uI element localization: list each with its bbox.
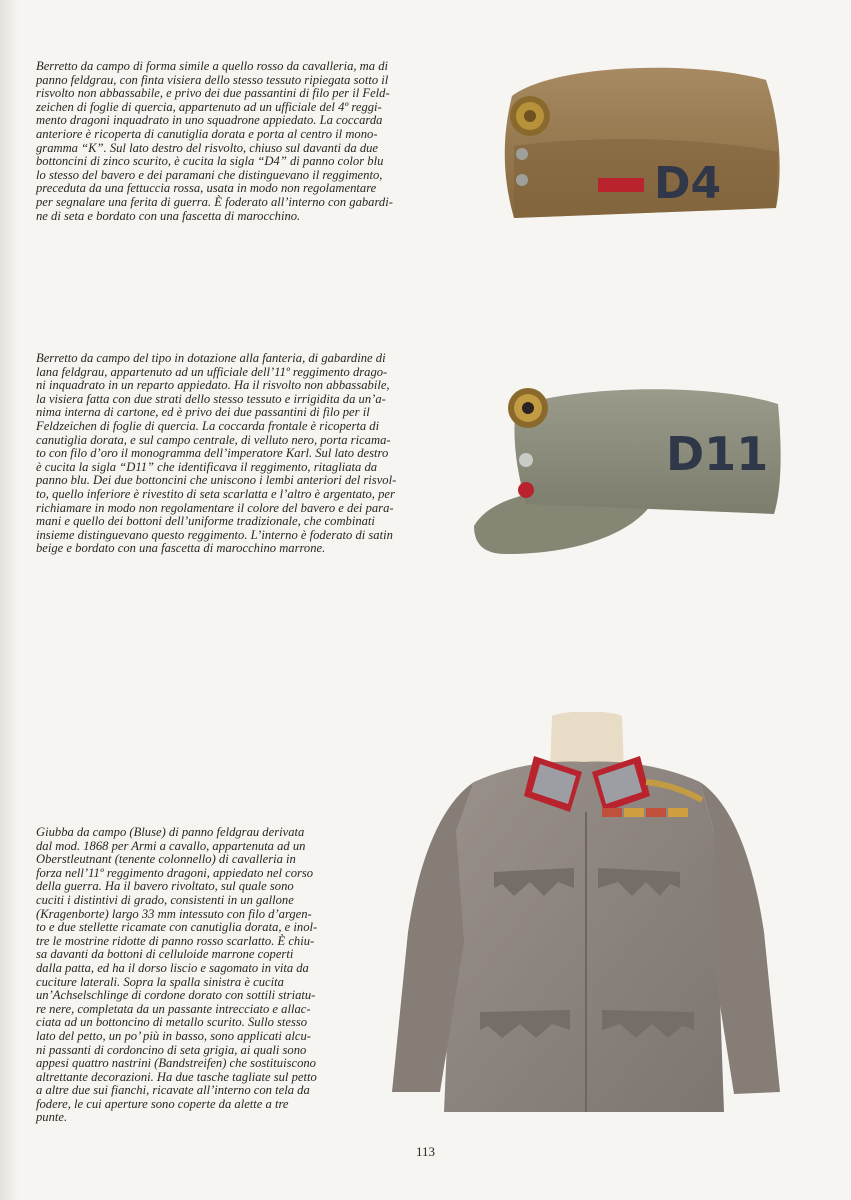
scarlet-button-icon bbox=[518, 482, 534, 498]
badge-d4: D4 bbox=[654, 158, 722, 209]
gold-cockade-icon bbox=[510, 96, 550, 136]
zinc-button-icon bbox=[516, 174, 528, 186]
gold-cockade-icon bbox=[508, 388, 548, 428]
zinc-button-icon bbox=[516, 148, 528, 160]
caption-field-tunic: Giubba da campo (Bluse) di panno feldgrau derivata dal mod. 1868 per Armi a cavallo, appartenuta ad un Oberstleutnant (tenente colonnello) di cavalleria in forza nell’11º reggimento dragoni, appiedato nel corso della guerra. Ha il bavero rivoltato, sul quale sono cuciti i distintivi di grado, consistenti in un gallone (Kragenborte) largo 33 mm intessuto con filo d’argen- to e due stellette ricamate con canutiglia dorata, e inol- tre le mostrine ridotte di panno rosso scarlatto. È chiu- sa davanti da bottoni di celluloide marrone coperti dalla patta, ed ha il dorso liscio e sagomato in vita da cuciture laterali. Sopra la spalla sinistra è cucita un’Achselschlinge di cordone dorato con sottili striatu- re nere, completata da un passante intrecciato e allac- ciata ad un bottoncino di metallo scurito. Sullo stesso lato del petto, un po’ più in basso, sono applicati alcu- ni passanti di cordoncino di seta grigia, ai quali sono appesi quattro nastrini (Bandstreifen) che sostituiscono altrettante decorazioni. Ha due tasche tagliate sul petto a altre due sui fianchi, ricavate all’interno con tela da fodere, le cui aperture sono coperte da alette a tre punte. bbox=[36, 825, 318, 1125]
page-gutter-shadow bbox=[0, 0, 18, 1200]
caption-field-cap-d11: Berretto da campo del tipo in dotazione alla fanteria, di gabardine di lana feldgrau, appartenuto ad un ufficiale dell’11º reggimento drago- ni inquadrato in un reparto appiedato. Ha il risvolto non abbassabile, la visiera fatta con due strati dello stesso tessuto e irrigidita da un’a- nima interna di cartone, ed è privo dei due passantini di filo per il Feldzeichen di foglie di quercia. La coccarda frontale è ricoperta di canutiglia dorata, e sul campo centrale, di velluto nero, porta ricama- to con filo d’oro il monogramma dell’imperatore Karl. Sul lato destro è cucita la sigla “D11” che identificava il reggimento, ritagliata da panno blu. Dei due bottoncini che uniscono i lembi anteriori del risvol- to, quello inferiore è rivestito di seta scarlatta e l’altro è argentato, per richiamare in modo non regolamentare il colore del bavero e dei para- mani e quello dei bottoni dell’uniforme tradizionale, che combinati insieme distinguevano questo reggimento. L’interno è foderato di satin beige e bordato con una fascetta di marocchino marrone. bbox=[36, 351, 397, 556]
silver-button-icon bbox=[519, 453, 533, 467]
page-number: 113 bbox=[415, 1144, 436, 1159]
photo-field-cap-d11 bbox=[466, 378, 786, 558]
photo-field-cap-d4 bbox=[494, 56, 784, 228]
badge-d11: D11 bbox=[666, 427, 769, 481]
cap-turnup bbox=[514, 139, 778, 218]
red-wound-ribbon bbox=[598, 178, 644, 192]
caption-field-cap-d4: Berretto da campo di forma simile a quello rosso da cavalleria, ma di panno feldgrau, con finta visiera dello stesso tessuto ripiegata sotto il risvolto non abbassabile, e privo dei due passantini di filo per il Feld- zeichen di foglie di quercia, appartenuto ad un ufficiale del 4º reggi- mento dragoni inquadrato in uno squadrone appiedato. La coccarda anteriore è ricoperta di canutiglia dorata e porta al centro il mono- gramma “K”. Sul lato destro del risvolto, chiuso sul davanti da due bottoncini di zinco scurito, è cucita la sigla “D4” di panno color blu lo stesso del bavero e dei paramani che distinguevano il reggimento, preceduta da una fettuccia rossa, usata in modo non regolamentare per segnalare una ferita di guerra. È foderato all’interno con gabardi- ne di seta e bordato con una fascetta di marocchino. bbox=[36, 59, 393, 223]
photo-field-tunic bbox=[384, 712, 788, 1132]
